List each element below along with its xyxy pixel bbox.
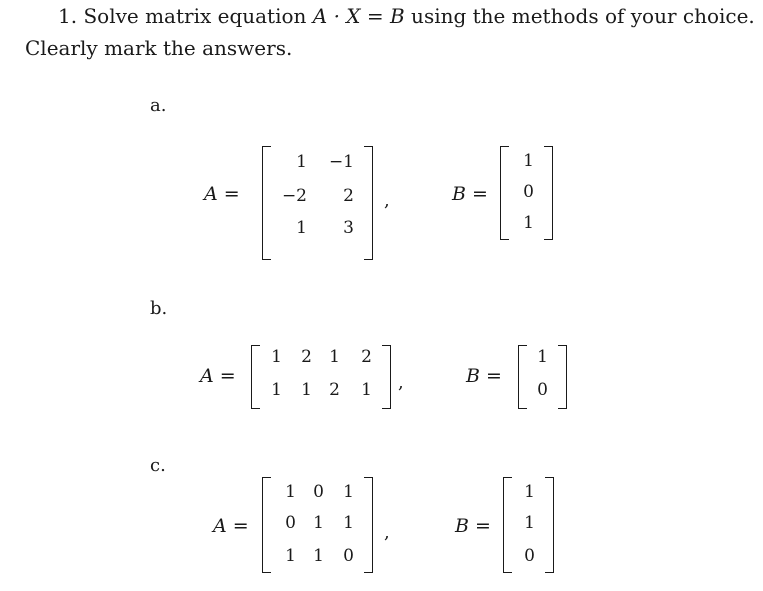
matrix-b-cell: 1 <box>524 482 535 502</box>
matrix-b-cell: 1 <box>537 347 548 367</box>
separator-comma: , <box>384 190 390 211</box>
matrix-a-cell: 0 <box>285 513 296 533</box>
matrix-a-cell: 0 <box>343 546 354 566</box>
matrix-a-bracket-right <box>364 477 373 573</box>
matrix-a-cell: 1 <box>329 347 340 367</box>
matrix-a-cell: −2 <box>281 186 307 206</box>
matrix-a-cell: 1 <box>296 152 307 172</box>
matrix-b-bracket-left <box>500 146 509 240</box>
matrix-a-cell: 1 <box>271 380 282 400</box>
part-label: c. <box>150 455 166 476</box>
matrix-b-cell: 1 <box>524 513 535 533</box>
matrix-a-cell: 0 <box>313 482 324 502</box>
matrix-a-cell: 1 <box>296 218 307 238</box>
problem-line-2: Clearly mark the answers. <box>25 36 293 60</box>
matrix-a-cell: 2 <box>329 380 340 400</box>
matrix-a-cell: 1 <box>285 546 296 566</box>
matrix-a-bracket-left <box>262 146 271 260</box>
problem-equation: A · X = B <box>312 4 405 28</box>
matrix-b-cell: 1 <box>523 151 534 171</box>
matrix-a-cell: 1 <box>343 482 354 502</box>
matrix-a-cell: 2 <box>361 347 372 367</box>
matrix-a-cell: 3 <box>343 218 354 238</box>
separator-comma: , <box>384 522 390 543</box>
matrix-b-cell: 1 <box>523 213 534 233</box>
matrix-a-cell: 1 <box>313 513 324 533</box>
problem-line-1 <box>58 4 755 28</box>
matrix-a-cell: 2 <box>301 347 312 367</box>
matrix-a-bracket-right <box>364 146 373 260</box>
matrix-b-cell: 0 <box>524 546 535 566</box>
matrix-b-cell: 0 <box>537 380 548 400</box>
matrix-a-label: A = <box>204 183 240 205</box>
matrix-b-label: B = <box>455 515 491 537</box>
problem-number: 1. <box>58 4 78 28</box>
matrix-a-cell: 1 <box>285 482 296 502</box>
matrix-a-cell: −1 <box>328 152 354 172</box>
matrix-a-cell: 1 <box>361 380 372 400</box>
matrix-b-label: B = <box>466 365 502 387</box>
part-label: b. <box>150 298 168 319</box>
matrix-b-bracket-left <box>503 477 512 573</box>
matrix-b-bracket-right <box>545 477 554 573</box>
matrix-b-label: B = <box>452 183 488 205</box>
matrix-a-cell: 1 <box>301 380 312 400</box>
matrix-a-bracket-right <box>382 345 391 409</box>
separator-comma: , <box>398 372 404 393</box>
part-label: a. <box>150 95 167 116</box>
matrix-a-cell: 1 <box>313 546 324 566</box>
matrix-a-label: A = <box>213 515 249 537</box>
matrix-a-cell: 1 <box>343 513 354 533</box>
matrix-b-bracket-left <box>518 345 527 409</box>
matrix-b-bracket-right <box>544 146 553 240</box>
matrix-b-cell: 0 <box>523 182 534 202</box>
problem-text-post: using the methods of your choice. <box>404 4 755 28</box>
matrix-a-label: A = <box>200 365 236 387</box>
matrix-b-bracket-right <box>558 345 567 409</box>
matrix-a-cell: 1 <box>271 347 282 367</box>
matrix-a-cell: 2 <box>343 186 354 206</box>
problem-text-pre: Solve matrix equation <box>83 4 313 28</box>
